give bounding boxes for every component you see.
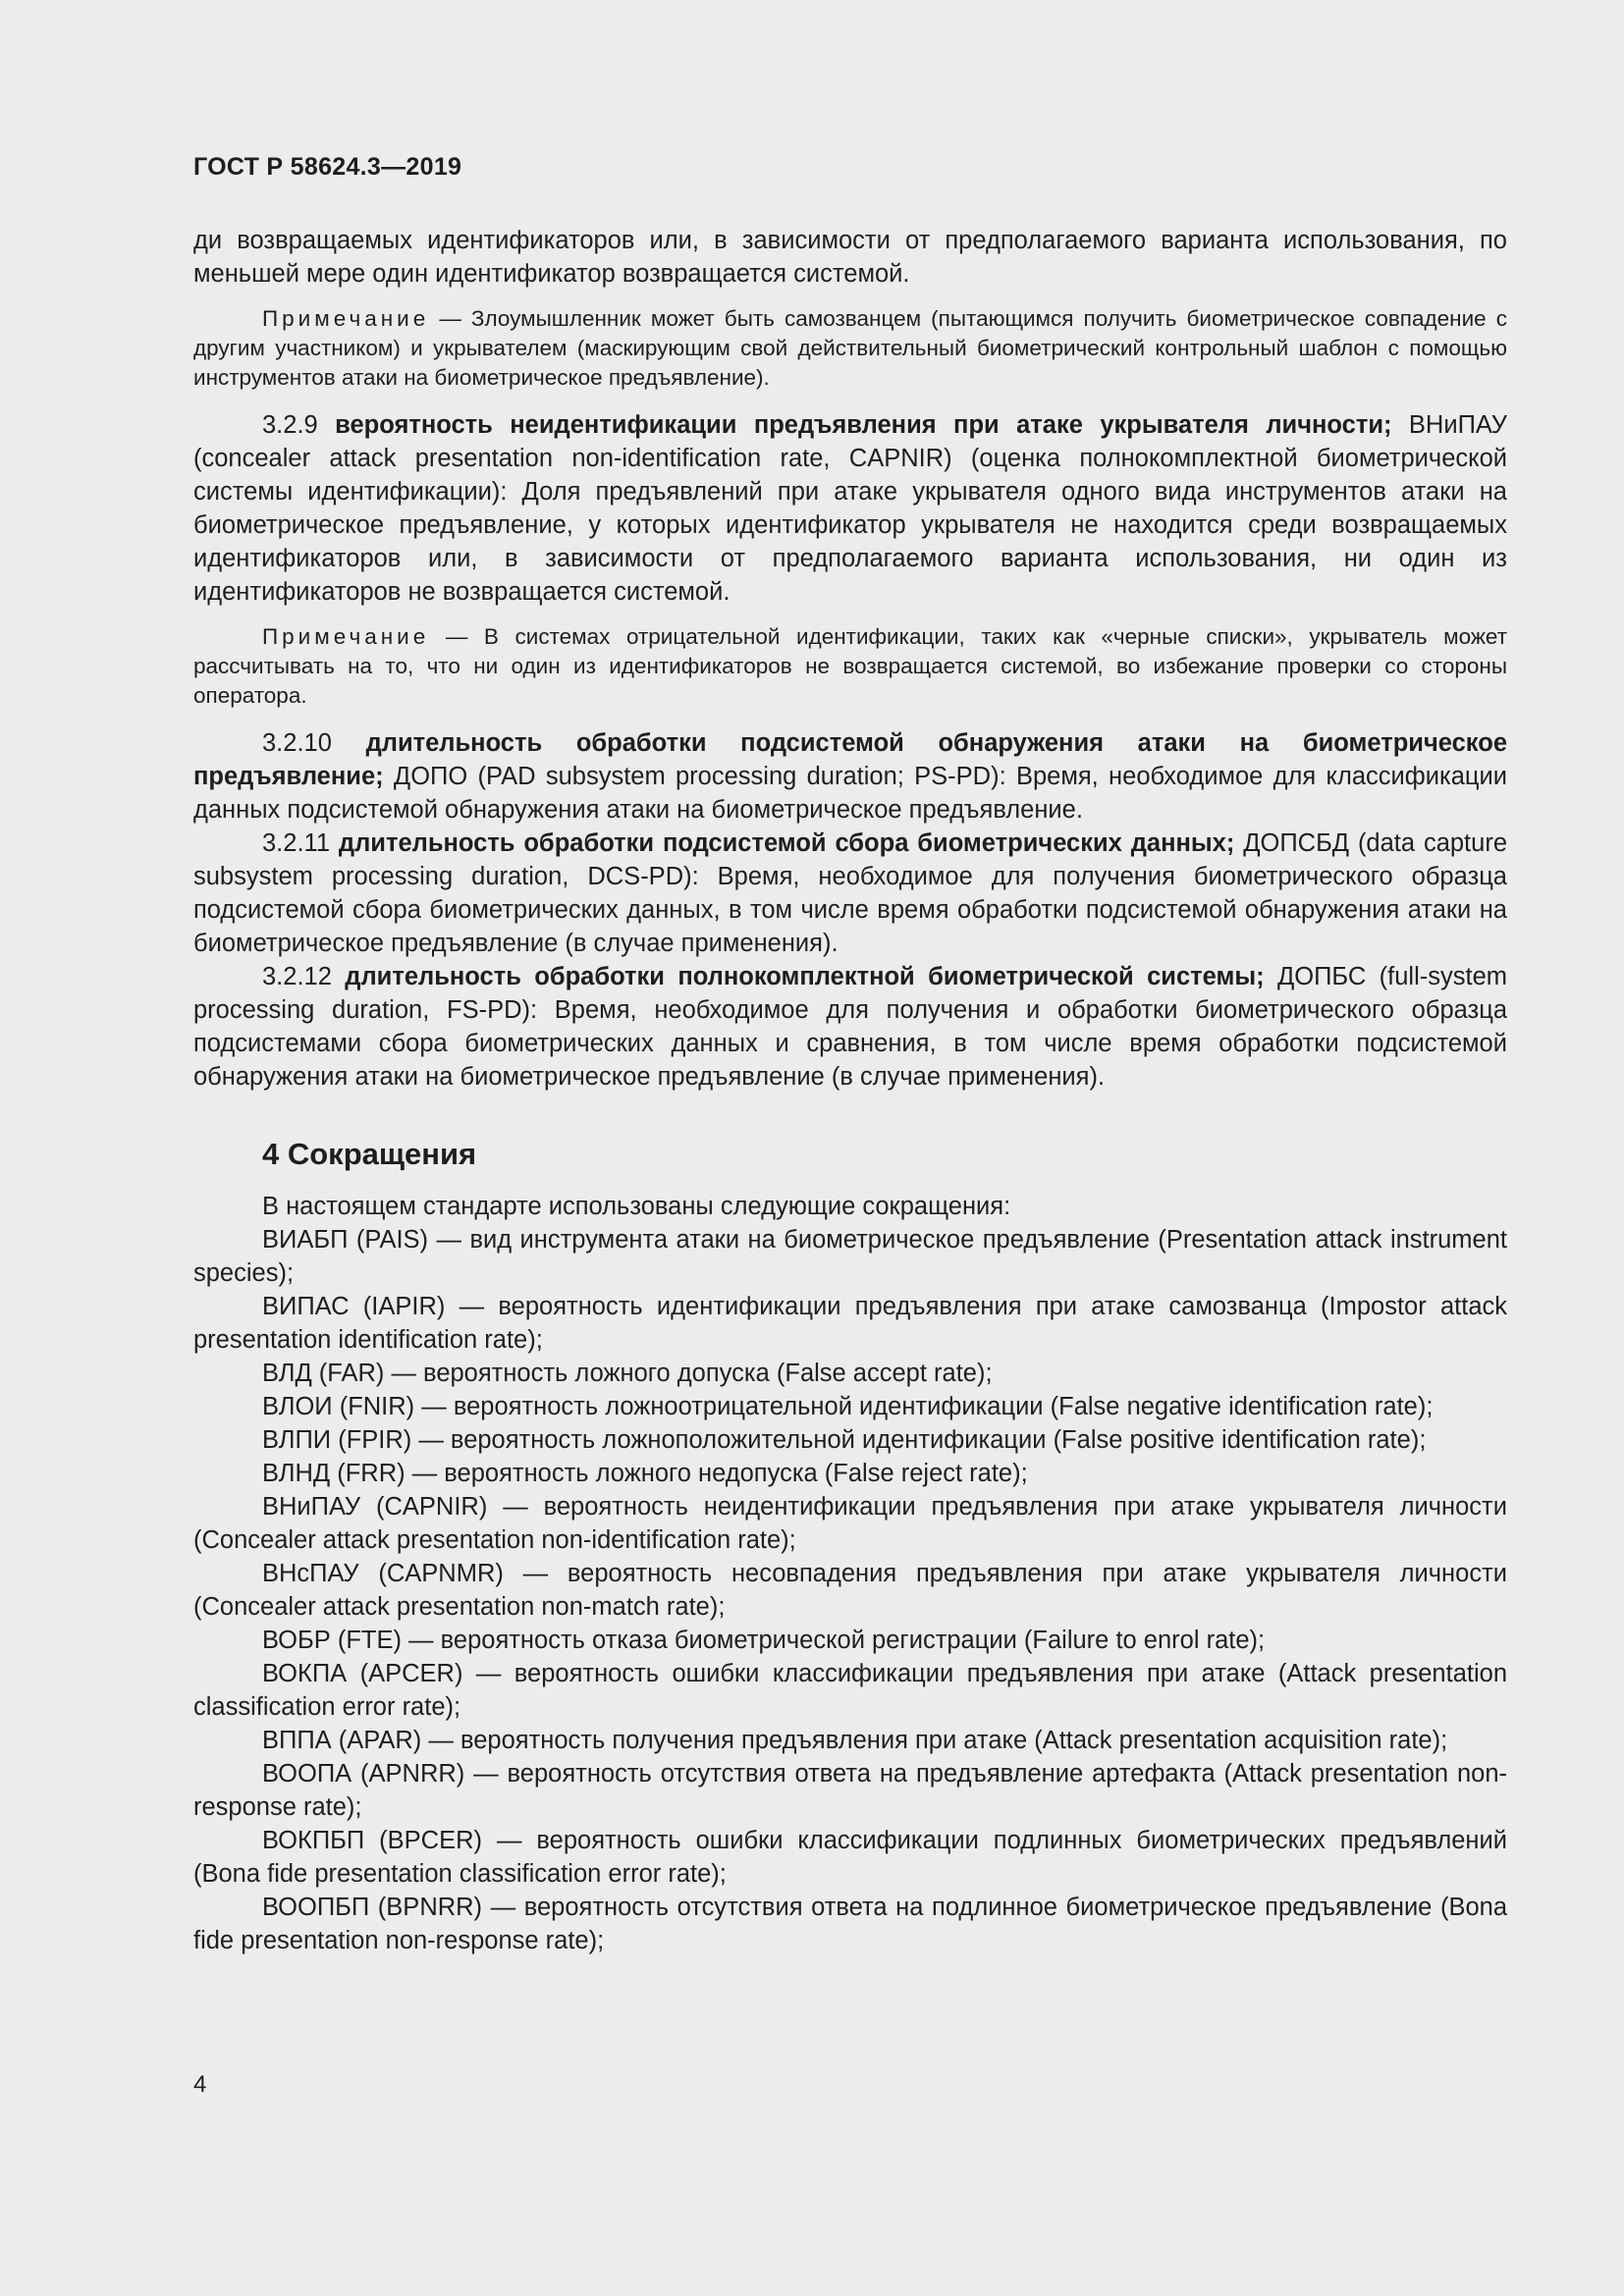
term-title: вероятность неидентификации предъявления при атаке укрывателя личности;: [335, 411, 1392, 439]
abbreviation-item: ВИПАС (IAPIR) — вероятность идентификации предъявления при атаке самозванца (Impostor attack presentation identification rate);: [193, 1293, 1507, 1354]
note-2: [193, 622, 1507, 711]
abbreviation-item: ВЛД (FAR) — вероятность ложного допуска (False accept rate);: [262, 1360, 993, 1387]
term-3-2-11: [193, 827, 1507, 960]
term-number: 3.2.11: [262, 829, 339, 857]
note-text: — В системах отрицательной идентификации, таких как «черные списки», укрыватель может рассчитывать на то, что ни один из идентификаторов не возвращается системой, во избежание проверки со стороны оператора.: [193, 624, 1507, 708]
term-3-2-10: [193, 726, 1507, 827]
section-intro: В настоящем стандарте использованы следующие сокращения:: [262, 1193, 1011, 1220]
term-3-2-9: [193, 408, 1507, 609]
note-label: Примечание: [262, 624, 430, 649]
term-title: длительность обработки полнокомплектной биометрической системы;: [345, 963, 1265, 990]
term-3-2-12: [193, 960, 1507, 1094]
term-definition: ВНиПАУ (concealer attack presentation non-identification rate, CAPNIR) (оценка полнокомплектной биометрической системы идентификации): Доля предъявлений при атаке укрывателя одного вида инструментов атаки на биометрическое предъявление, у которых идентификатор укрывателя не находится среди возвращаемых идентификаторов или, в зависимости от предполагаемого варианта использования, ни один из идентификаторов не возвращается системой.: [193, 411, 1507, 606]
term-title: длительность обработки подсистемой обнаружения атаки на биометрическое предъявление;: [193, 729, 1507, 790]
term-number: 3.2.9: [262, 411, 336, 439]
abbreviation-item: ВООПА (APNRR) — вероятность отсутствия ответа на предъявление артефакта (Attack presentation non-response rate);: [193, 1760, 1507, 1821]
note-text: — Злоумышленник может быть самозванцем (пытающимся получить биометрическое совпадение с другим участником) и укрывателем (маскирующим свой действительный биометрический контрольный шаблон с помощью инструментов атаки на биометрическое предъявление).: [193, 306, 1507, 390]
term-number: 3.2.12: [262, 963, 346, 990]
document-body: [193, 224, 1507, 1957]
abbreviation-item: ВООПБП (BPNRR) — вероятность отсутствия ответа на подлинное биометрическое предъявление (Bona fide presentation non-response rate);: [193, 1894, 1507, 1954]
abbreviation-item: ВППА (APAR) — вероятность получения предъявления при атаке (Attack presentation acquisition rate);: [262, 1727, 1448, 1754]
abbreviation-item: ВЛПИ (FPIR) — вероятность ложноположительной идентификации (False positive identification rate);: [262, 1426, 1427, 1454]
page-number: 4: [193, 2071, 207, 2098]
term-title: длительность обработки подсистемой сбора биометрических данных;: [338, 829, 1235, 857]
abbreviation-item: ВЛОИ (FNIR) — вероятность ложноотрицательной идентификации (False negative identification rate);: [262, 1393, 1434, 1420]
note-1: [193, 304, 1507, 393]
abbreviation-item: ВНсПАУ (CAPNMR) — вероятность несовпадения предъявления при атаке укрывателя личности (Concealer attack presentation non-match rate);: [193, 1560, 1507, 1621]
abbreviation-item: ВИАБП (PAIS) — вид инструмента атаки на биометрическое предъявление (Presentation attack instrument species);: [193, 1226, 1507, 1287]
term-definition: ДОПО (PAD subsystem processing duration; PS-PD): Время, необходимое для классификации данных подсистемой обнаружения атаки на биометрическое предъявление.: [193, 763, 1507, 824]
note-label: Примечание: [262, 306, 430, 331]
abbreviation-item: ВОКПА (APCER) — вероятность ошибки классификации предъявления при атаке (Attack presentation classification error rate);: [193, 1660, 1507, 1721]
continuation-paragraph: ди возвращаемых идентификаторов или, в зависимости от предполагаемого варианта использования, по меньшей мере один идентификатор возвращается системой.: [193, 227, 1507, 288]
term-definition: ДОПСБД (data capture subsystem processing duration, DCS-PD): Время, необходимое для получения биометрического образца подсистемой сбора биометрических данных, в том числе время обработки подсистемой обнаружения атаки на биометрическое предъявление (в случае применения).: [193, 829, 1507, 957]
term-number: 3.2.10: [262, 729, 366, 757]
abbreviation-item: ВОКПБП (BPCER) — вероятность ошибки классификации подлинных биометрических предъявлений (Bona fide presentation classification error rate);: [193, 1827, 1507, 1888]
abbreviation-item: ВЛНД (FRR) — вероятность ложного недопуска (False reject rate);: [262, 1460, 1028, 1487]
abbreviation-item: ВНиПАУ (CAPNIR) — вероятность неидентификации предъявления при атаке укрывателя личности (Concealer attack presentation non-identification rate);: [193, 1493, 1507, 1554]
section-heading: 4 Сокращения: [262, 1137, 477, 1171]
document-header: ГОСТ Р 58624.3—2019: [193, 153, 462, 181]
term-definition: ДОПБС (full-system processing duration, FS-PD): Время, необходимое для получения и обработки биометрического образца подсистемами сбора биометрических данных и сравнения, в том числе время обработки подсистемой обнаружения атаки на биометрическое предъявление (в случае применения).: [193, 963, 1508, 1091]
abbreviation-item: ВОБР (FTE) — вероятность отказа биометрической регистрации (Failure to enrol rate);: [262, 1627, 1266, 1654]
